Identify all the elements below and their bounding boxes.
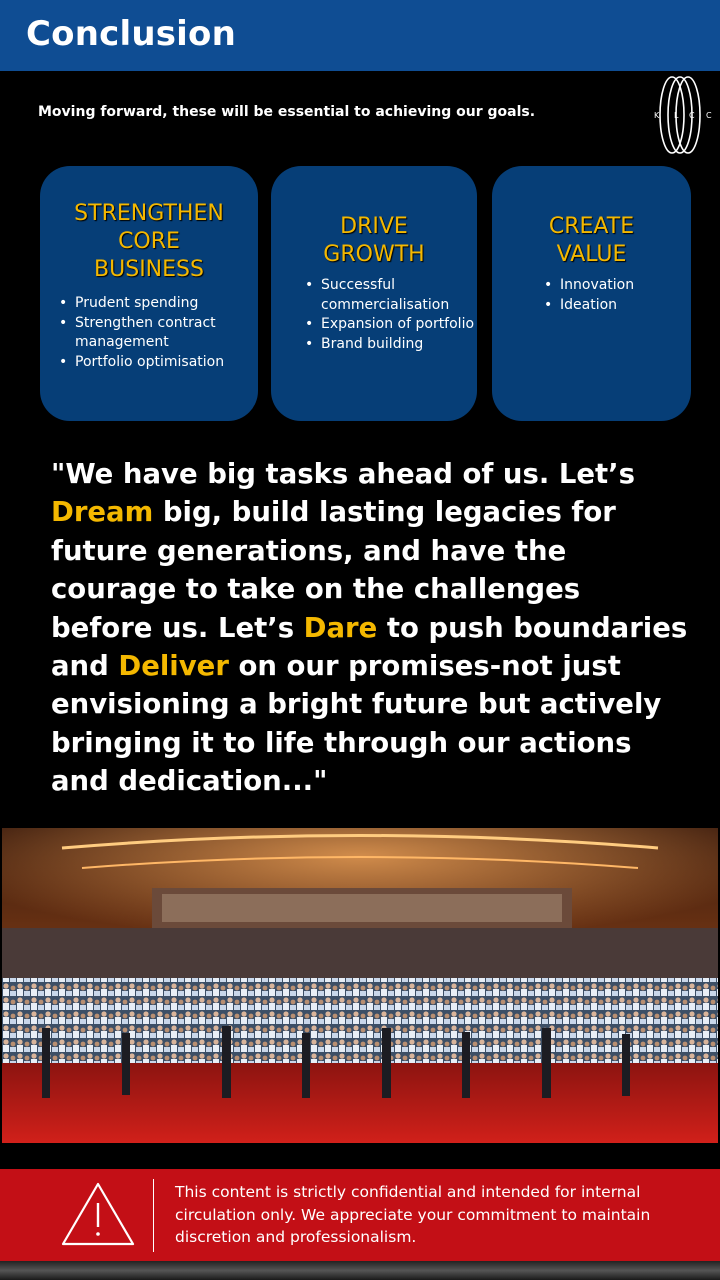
pillar-list-item: • Ideation: [544, 296, 691, 316]
quote-highlight-deliver: Deliver: [118, 650, 229, 683]
pillar-list-item: • Prudent spending: [59, 294, 258, 314]
pillar-list-item: • Strengthen contract management: [59, 314, 258, 353]
pillar-title: [40, 200, 258, 284]
pillar-title-line: DRIVE: [340, 214, 408, 239]
pillar-title-line: CREATE: [548, 214, 635, 239]
pillar-card-create-value: [492, 166, 691, 421]
pillar-list-item: • Portfolio optimisation: [59, 353, 258, 373]
header-bar: [0, 0, 720, 71]
pillar-title-line: GROWTH: [323, 242, 425, 267]
warning-icon: [60, 1181, 136, 1247]
confidentiality-notice: This content is strictly confidential and intended for internal circulation only. We appreciate your commitment to maintain discretion and professionalism.: [175, 1183, 651, 1246]
intro-text: Moving forward, these will be essential to achieving our goals.: [38, 104, 536, 120]
pillar-list: [59, 294, 258, 372]
logo-letter: K: [654, 111, 660, 120]
pillar-list-item: • Brand building: [305, 335, 477, 355]
quote-highlight-dare: Dare: [303, 611, 378, 644]
pillar-title: [271, 213, 477, 269]
pillar-title-line: STRENGTHEN: [74, 201, 224, 226]
pillar-list-item: • Innovation: [544, 276, 691, 296]
quote-text: on our promises-not just envisioning a bright future but actively bringing it to life through our actions and dedication...": [51, 650, 662, 798]
pillar-list: [544, 276, 691, 315]
page-title: Conclusion: [26, 14, 236, 54]
pillar-card-strengthen-core-business: [40, 166, 258, 421]
pillar-title-line: CORE: [118, 229, 180, 254]
leadership-quote: [51, 455, 691, 801]
quote-text: to push boundaries and: [51, 611, 688, 683]
logo-letter: L: [674, 111, 679, 120]
banner-divider: [153, 1179, 154, 1252]
klcc-logo: [644, 74, 716, 156]
pillar-title-line: VALUE: [556, 242, 627, 267]
pillar-list-item: • Expansion of portfolio: [305, 315, 477, 335]
confidentiality-banner: [0, 1169, 720, 1261]
pillar-title: [492, 213, 691, 269]
quote-text: "We have big tasks ahead of us. Let’s: [51, 458, 635, 490]
quote-text: big, build lasting legacies for future generations, and have the courage to take on the challenges before us. Let’s: [51, 496, 616, 644]
quote-highlight-dream: Dream: [51, 496, 154, 529]
auditorium-group-photo: [2, 828, 718, 1143]
logo-letter: C: [706, 111, 712, 120]
logo-letter: C: [689, 111, 695, 120]
pillar-title-line: BUSINESS: [94, 257, 204, 282]
pillar-list-item: • Successful commercialisation: [305, 276, 477, 315]
pillar-card-drive-growth: [271, 166, 477, 421]
pillar-list: [305, 276, 477, 354]
bottom-decorative-strip: [0, 1261, 720, 1280]
